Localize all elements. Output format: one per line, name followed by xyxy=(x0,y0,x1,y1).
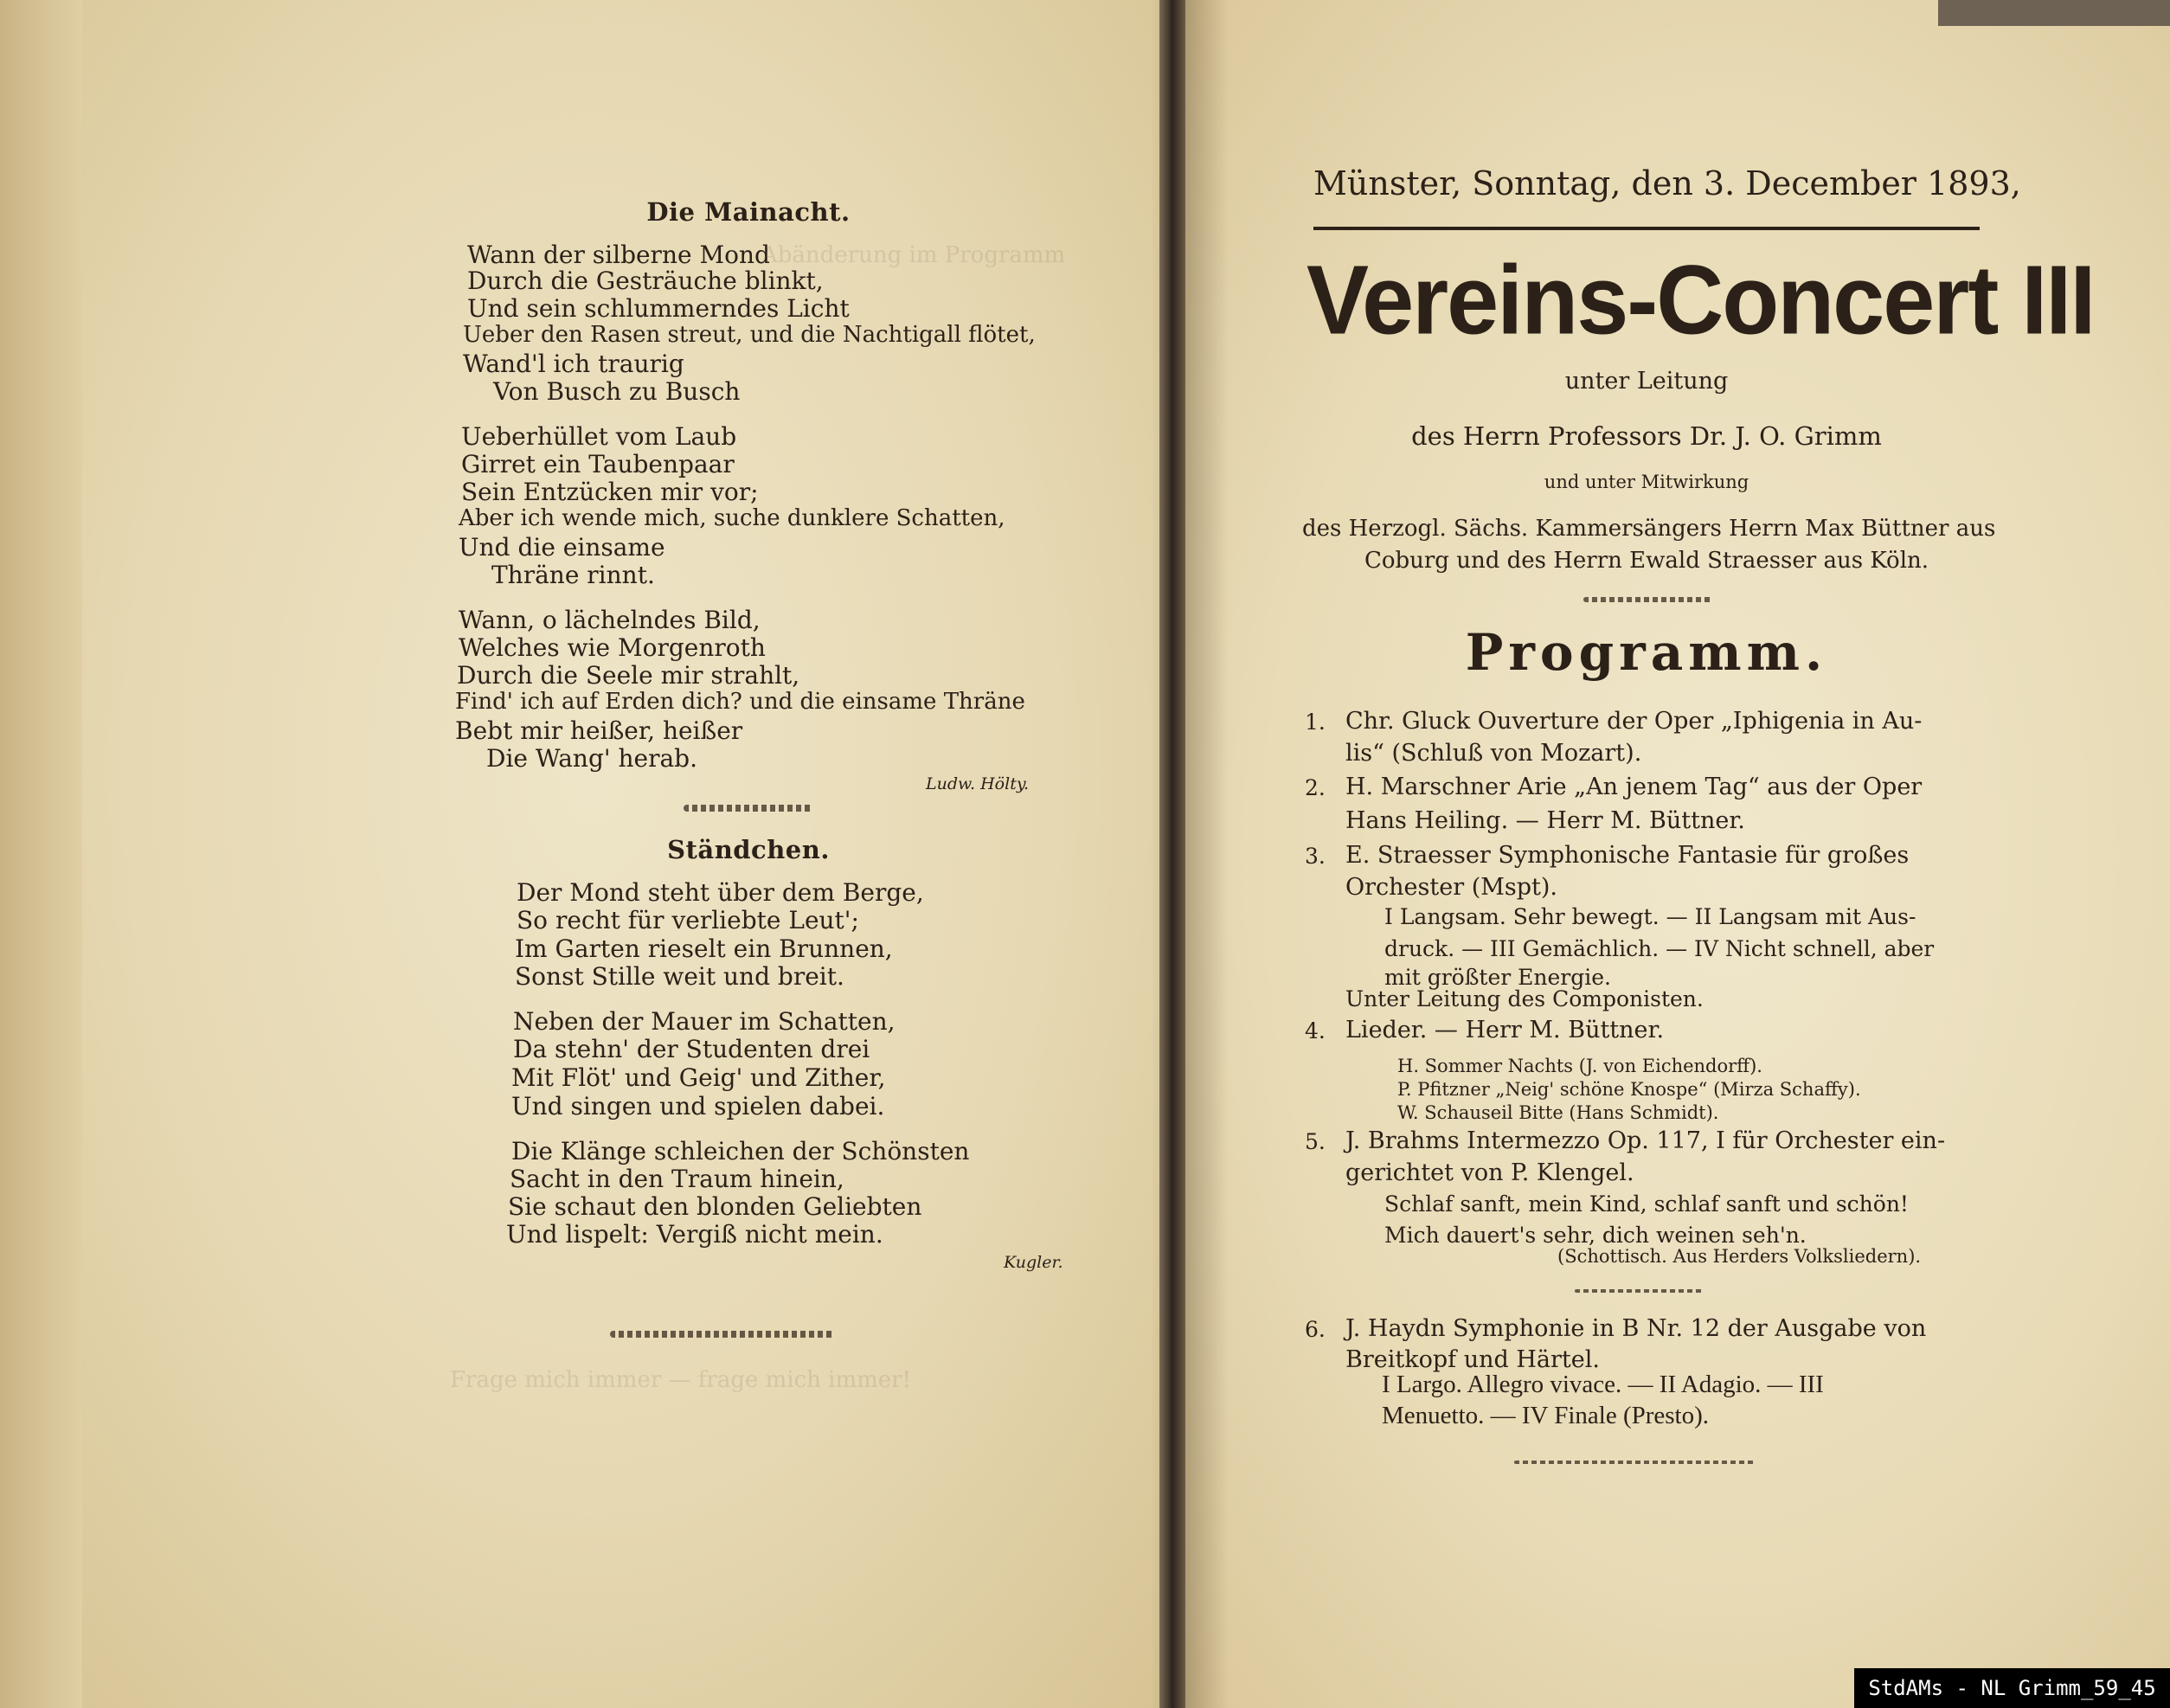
program-item-line: gerichtet von P. Klengel. xyxy=(1345,1159,1634,1186)
poem-line: Sacht in den Traum hinein, xyxy=(510,1165,844,1193)
program-item-line: Unter Leitung des Componisten. xyxy=(1345,986,1704,1011)
ornament-divider xyxy=(1575,1289,1705,1293)
program-item-line: Chr. Gluck Ouverture der Oper „Iphigenia in Au- xyxy=(1345,708,1923,735)
program-item-line: mit größter Energie. xyxy=(1384,965,1611,990)
poem-line: Sie schaut den blonden Geliebten xyxy=(508,1192,922,1221)
poem-line: Durch die Seele mir strahlt, xyxy=(457,661,800,690)
program-item-line: Lieder. — Herr M. Büttner. xyxy=(1345,1017,1665,1043)
poem-title: Ständchen. xyxy=(667,835,830,864)
poem-title: Die Mainacht. xyxy=(646,197,851,227)
program-item-line: P. Pfitzner „Neig' schöne Knospe“ (Mirza Schaffy). xyxy=(1397,1079,1861,1100)
book-gutter xyxy=(1159,0,1185,1708)
ornament-divider xyxy=(684,805,813,812)
concert-title: Vereins-Concert III xyxy=(1306,244,2095,355)
program-item-line: J. Brahms Intermezzo Op. 117, I für Orchester ein- xyxy=(1345,1127,1946,1154)
poem-line: Mit Flöt' und Geig' und Zither, xyxy=(511,1063,886,1092)
poem-author: Kugler. xyxy=(1004,1253,1063,1272)
program-item-number: 4. xyxy=(1305,1018,1326,1043)
under-leitung-text: unter Leitung xyxy=(1564,368,1729,395)
poem-line: Find' ich auf Erden dich? und die einsame Thräne xyxy=(455,689,1025,715)
bleed-through-text: Abänderung im Programm xyxy=(761,242,1066,268)
program-item-line: I Largo. Allegro vivace. — II Adagio. — III xyxy=(1382,1371,1824,1398)
poem-line: Ueberhüllet vom Laub xyxy=(461,422,737,451)
poem-line: Der Mond steht über dem Berge, xyxy=(517,878,924,907)
poem-line: Von Busch zu Busch xyxy=(493,377,741,406)
poem-line: Bebt mir heißer, heißer xyxy=(455,716,743,745)
program-item-line: lis“ (Schluß von Mozart). xyxy=(1345,740,1642,767)
poem-line: Und die einsame xyxy=(459,533,665,562)
bleed-through-text: Frage mich immer — frage mich immer! xyxy=(450,1367,912,1393)
concert-date-header: Münster, Sonntag, den 3. December 1893, xyxy=(1313,164,2021,202)
program-item-number: 3. xyxy=(1305,844,1326,869)
program-item-line: (Schottisch. Aus Herders Volksliedern). xyxy=(1557,1246,1922,1267)
poem-line: Durch die Gesträuche blinkt, xyxy=(467,266,824,295)
program-item-number: 6. xyxy=(1305,1317,1326,1342)
poem-line: Aber ich wende mich, suche dunklere Schatten, xyxy=(459,505,1005,531)
program-item-line: W. Schauseil Bitte (Hans Schmidt). xyxy=(1397,1102,1719,1123)
program-item-line: Schlaf sanft, mein Kind, schlaf sanft und schön! xyxy=(1384,1191,1909,1217)
poem-line: Die Wang' herab. xyxy=(486,744,697,773)
poem-line: Und singen und spielen dabei. xyxy=(511,1092,885,1120)
poem-line: Und sein schlummerndes Licht xyxy=(467,294,850,323)
program-item-line: E. Straesser Symphonische Fantasie für großes xyxy=(1345,842,1910,869)
program-item-number: 2. xyxy=(1305,775,1326,800)
program-item-number: 1. xyxy=(1305,710,1326,735)
program-item-line: H. Sommer Nachts (J. von Eichendorff). xyxy=(1397,1056,1762,1076)
program-item-line: J. Haydn Symphonie in B Nr. 12 der Ausgabe von xyxy=(1345,1315,1927,1342)
ornament-divider xyxy=(1583,597,1713,602)
poem-line: Girret ein Taubenpaar xyxy=(461,450,735,478)
poem-line: Wann, o lächelndes Bild, xyxy=(459,606,761,634)
program-item-line: Orchester (Mspt). xyxy=(1345,874,1557,901)
program-item-line: Mich dauert's sehr, dich weinen seh'n. xyxy=(1384,1223,1807,1248)
conductor-text: des Herrn Professors Dr. J. O. Grimm xyxy=(1411,421,1882,451)
ornament-divider xyxy=(610,1331,835,1338)
poem-line: Thräne rinnt. xyxy=(491,561,655,589)
poem-line: Im Garten rieselt ein Brunnen, xyxy=(515,934,893,963)
header-rule xyxy=(1313,227,1980,230)
poem-line: Wann der silberne Mond xyxy=(467,241,770,269)
program-item-number: 5. xyxy=(1305,1129,1326,1154)
soloists-line: Coburg und des Herrn Ewald Straesser aus Köln. xyxy=(1364,548,1929,574)
soloists-line: des Herzogl. Sächs. Kammersängers Herrn Max Büttner aus xyxy=(1302,516,1996,542)
poem-line: Sonst Stille weit und breit. xyxy=(515,962,844,991)
poem-line: Wand'l ich traurig xyxy=(463,350,684,378)
program-item-line: Menuetto. — IV Finale (Presto). xyxy=(1382,1402,1710,1429)
poem-line: Da stehn' der Studenten drei xyxy=(513,1035,870,1063)
program-item-line: druck. — III Gemächlich. — IV Nicht schnell, aber xyxy=(1384,936,1935,961)
poem-line: Sein Entzücken mir vor; xyxy=(461,478,759,506)
program-item-line: Breitkopf und Härtel. xyxy=(1345,1346,1600,1373)
archive-label: StdAMs - NL Grimm_59_45 xyxy=(1854,1668,2170,1708)
poem-line: So recht für verliebte Leut'; xyxy=(517,906,859,934)
ornament-divider xyxy=(1514,1461,1756,1464)
program-item-line: H. Marschner Arie „An jenem Tag“ aus der Oper xyxy=(1345,774,1923,800)
poem-line: Welches wie Morgenroth xyxy=(459,633,766,662)
poem-line: Die Klänge schleichen der Schönsten xyxy=(511,1137,970,1165)
program-item-line: Hans Heiling. — Herr M. Büttner. xyxy=(1345,807,1745,834)
poem-line: Und lispelt: Vergiß nicht mein. xyxy=(506,1220,883,1249)
program-heading: Programm. xyxy=(1465,623,1828,682)
poem-author: Ludw. Hölty. xyxy=(926,774,1030,793)
poem-line: Ueber den Rasen streut, und die Nachtigall flötet, xyxy=(463,322,1036,348)
poem-line: Neben der Mauer im Schatten, xyxy=(513,1007,896,1036)
program-item-line: I Langsam. Sehr bewegt. — II Langsam mit Aus- xyxy=(1384,904,1916,929)
mitwirkung-text: und unter Mitwirkung xyxy=(1544,472,1749,492)
